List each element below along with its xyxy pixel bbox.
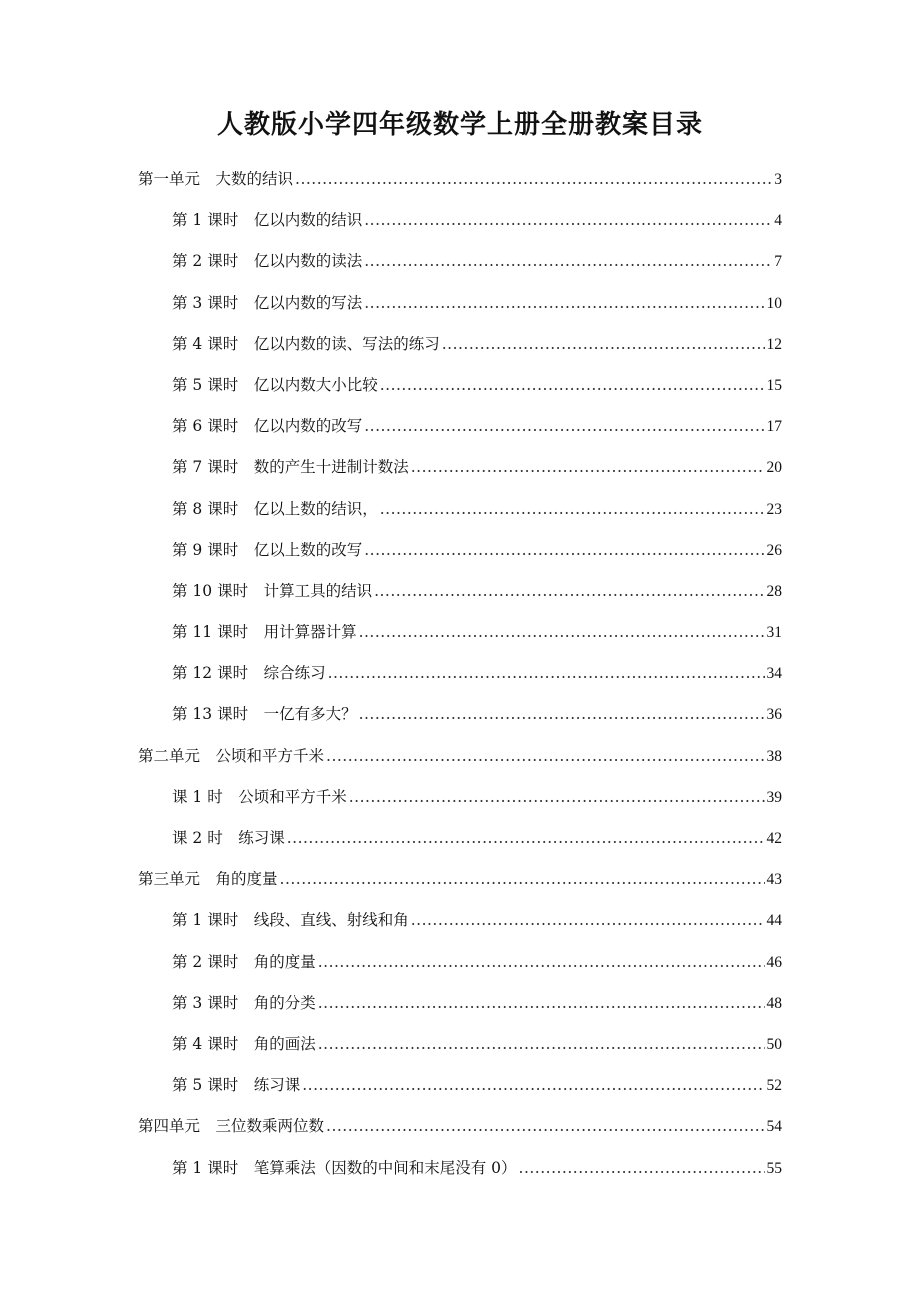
toc-page-number: 23 [766,500,782,518]
dot-leader [295,166,772,192]
toc-entry[interactable] [138,290,782,331]
dot-leader [374,578,764,604]
toc-page-number: 48 [766,994,782,1012]
dot-leader [326,1113,764,1139]
toc-page-number: 20 [766,459,782,477]
dot-leader [318,949,765,975]
dot-leader [380,372,765,398]
toc-entry[interactable] [138,537,782,578]
toc-page-number: 54 [766,1118,782,1136]
toc-page-number: 55 [766,1159,782,1177]
toc-label: 第三单元 角的度量 [138,870,278,889]
toc-page-number: 3 [774,171,782,188]
toc-label: 第二单元 公顷和平方千米 [138,746,325,765]
toc-label: 第 5 课时 练习课 [172,1076,301,1095]
toc-entry[interactable] [138,454,782,495]
toc-label: 第 4 课时 角的画法 [172,1034,316,1053]
toc-entry[interactable] [138,825,782,866]
table-of-contents [138,166,782,1196]
dot-leader [359,701,765,727]
toc-entry[interactable] [138,619,782,660]
toc-page-number: 50 [766,1035,782,1053]
toc-entry[interactable] [138,496,782,537]
toc-label: 第 9 课时 亿以上数的改写 [172,540,363,559]
toc-page-number: 28 [766,582,782,600]
toc-page-number: 31 [766,624,782,642]
dot-leader [302,1072,764,1098]
toc-label: 第 12 课时 综合练习 [172,664,326,683]
toc-label: 第 3 课时 亿以内数的写法 [172,293,363,312]
dot-leader [364,207,772,233]
dot-leader [411,454,765,480]
toc-entry[interactable] [138,1155,782,1196]
toc-label: 第 3 课时 角的分类 [172,993,316,1012]
dot-leader [364,537,764,563]
toc-entry[interactable] [138,166,782,207]
dot-leader [280,866,765,892]
toc-label: 第 2 课时 角的度量 [172,952,316,971]
toc-entry[interactable] [138,578,782,619]
toc-label: 课 1 时 公顷和平方千米 [172,787,347,806]
toc-entry[interactable] [138,784,782,825]
toc-entry[interactable] [138,907,782,948]
dot-leader [364,290,764,316]
toc-label: 第 11 课时 用计算器计算 [172,623,357,642]
dot-leader [328,660,765,686]
toc-label: 第 4 课时 亿以内数的读、写法的练习 [172,334,440,353]
toc-label: 课 2 时 练习课 [172,829,285,847]
toc-label: 第 6 课时 亿以内数的改写 [172,417,363,436]
toc-page-number: 15 [766,376,782,394]
toc-page-number: 10 [766,294,782,312]
toc-page-number: 36 [766,706,782,724]
toc-label: 第 1 课时 亿以内数的结识 [172,211,363,230]
document-title: 人教版小学四年级数学上册全册教案目录 [216,110,703,140]
toc-label: 第一单元 大数的结识 [138,170,294,188]
toc-entry[interactable] [138,866,782,907]
toc-label: 第 7 课时 数的产生十进制计数法 [172,458,409,477]
toc-entry[interactable] [138,1113,782,1154]
toc-entry[interactable] [138,949,782,990]
toc-label: 第 2 课时 亿以内数的读法 [172,252,363,271]
dot-leader [364,248,772,274]
toc-entry[interactable] [138,743,782,784]
dot-leader [442,331,765,357]
toc-label: 第 5 课时 亿以内数大小比较 [172,375,378,394]
toc-entry[interactable] [138,660,782,701]
toc-page-number: 38 [766,747,782,765]
toc-page-number: 39 [766,788,782,806]
toc-label: 第 1 课时 笔算乘法（因数的中间和末尾没有 0） [172,1158,517,1177]
toc-entry[interactable] [138,990,782,1031]
toc-page-number: 26 [766,541,782,559]
toc-page-number: 46 [766,953,782,971]
toc-label: 第 10 课时 计算工具的结识 [172,581,373,600]
toc-entry[interactable] [138,248,782,289]
toc-entry[interactable] [138,413,782,454]
toc-page-number: 7 [774,253,782,271]
toc-label: 第四单元 三位数乘两位数 [138,1117,325,1136]
toc-label: 第 1 课时 线段、直线、射线和角 [172,911,409,930]
dot-leader [318,990,765,1016]
dot-leader [380,496,765,522]
dot-leader [349,784,765,810]
toc-entry[interactable] [138,331,782,372]
dot-leader [318,1031,765,1057]
toc-page-number: 4 [774,212,782,230]
dot-leader [519,1155,765,1181]
toc-page-number: 43 [766,871,782,889]
dot-leader [359,619,765,645]
toc-page-number: 17 [766,418,782,436]
toc-page-number: 12 [766,335,782,353]
dot-leader [326,743,764,769]
toc-label: 第 8 课时 亿以上数的结识， [172,499,378,518]
toc-entry[interactable] [138,207,782,248]
toc-page-number: 52 [766,1077,782,1095]
toc-page-number: 44 [766,912,782,930]
dot-leader [411,907,765,933]
dot-leader [364,413,764,439]
dot-leader [287,825,765,851]
toc-entry[interactable] [138,1072,782,1113]
toc-label: 第 13 课时 一亿有多大？ [172,705,357,724]
toc-entry[interactable] [138,1031,782,1072]
toc-entry[interactable] [138,372,782,413]
toc-page-number: 34 [766,665,782,683]
toc-page-number: 42 [766,830,782,847]
toc-entry[interactable] [138,701,782,742]
